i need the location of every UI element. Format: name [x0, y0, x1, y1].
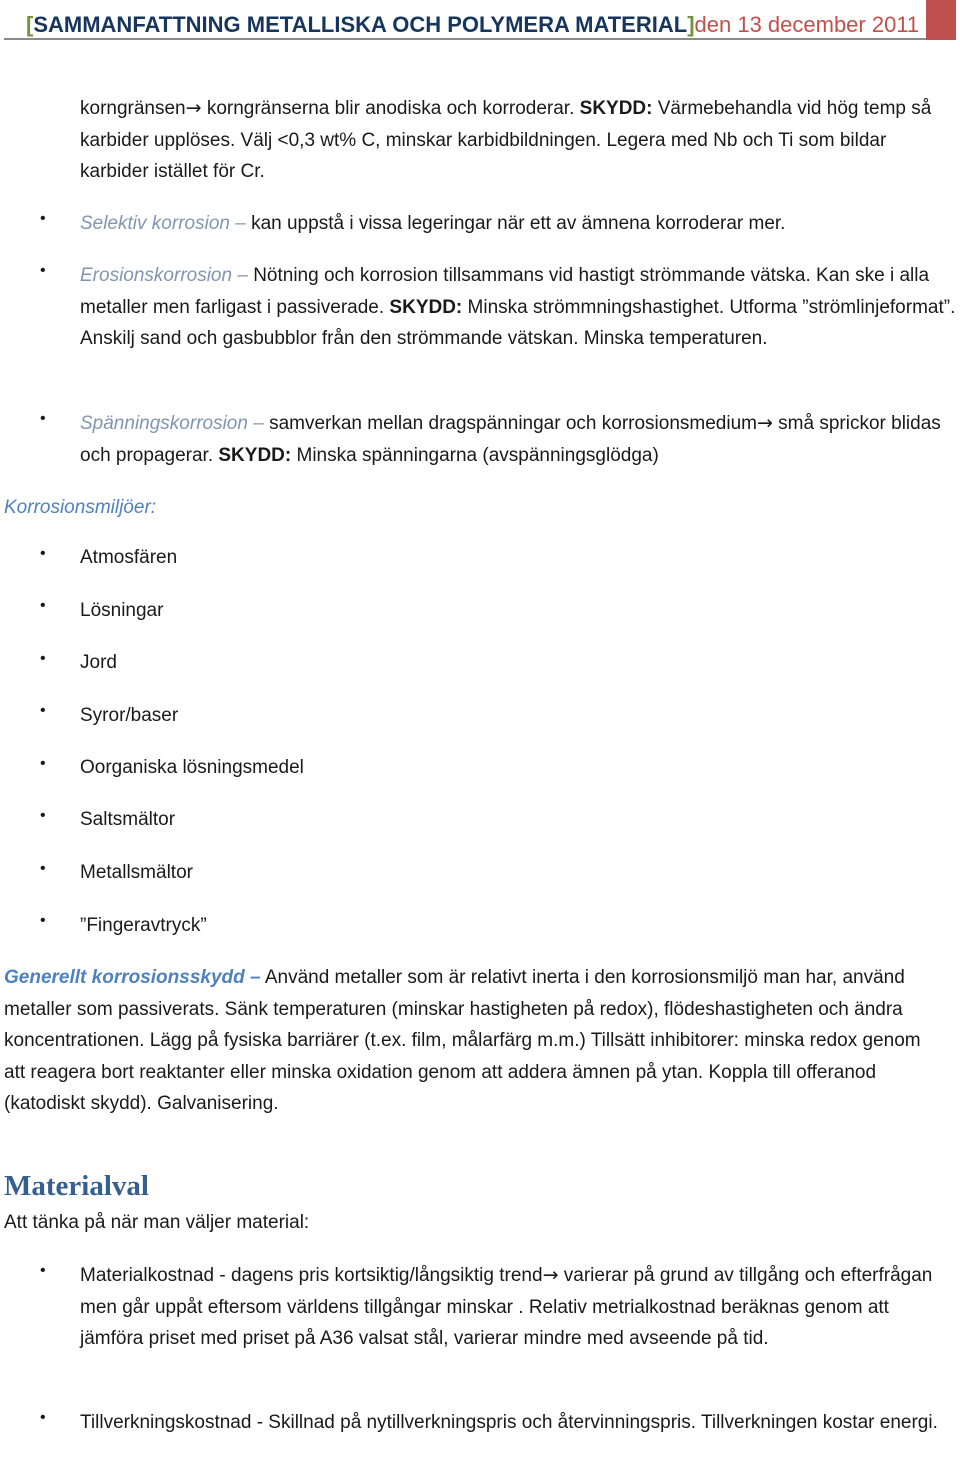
term-description: Nötning och korrosion tillsammans vid hastigt strömmande vätska. Kan ske i alla metaller men farligast i passiverade. — [80, 265, 930, 318]
term-label: Selektiv korrosion – — [80, 213, 246, 234]
skydd-description: Minska strömmningshastighet. Utforma ”strömlinjeformat”. Anskilj sand och gasbubblor från den strömmande vätskan. Minska temperaturen. — [80, 296, 956, 349]
bullet-icon: • — [40, 650, 46, 667]
term-description: samverkan mellan dragspänningar och korrosionsmedium — [263, 413, 757, 434]
list-item-selektiv — [80, 208, 956, 240]
bullet-icon: • — [40, 860, 46, 877]
skydd-description: Minska spänningarna (avspänningsglödga) — [291, 444, 659, 466]
list-item-materialkostnad — [80, 1260, 946, 1355]
environment-item: Atmosfären — [80, 547, 178, 568]
bullet-icon: • — [40, 1262, 46, 1279]
environments-heading: Korrosionsmiljöer: — [4, 497, 157, 518]
header-open-bracket: [ — [26, 12, 34, 37]
environment-item: Oorganiska lösningsmedel — [80, 757, 304, 778]
term-description: kan uppstå i vissa legeringar när ett av ämnena korroderar mer. — [245, 213, 786, 234]
document-date: den 13 december 2011 — [694, 12, 920, 37]
list-item-tillverkningskostnad: Tillverkningskostnad - Skillnad på nytillverkningspris och återvinningspris. Tillverkningen kostar energi. — [80, 1412, 938, 1433]
item-text-b: varierar på grund av tillgång och efterfrågan men går uppåt eftersom världens tillgångar minskar . Relativ metrialkostnad beräknas genom att jämföra priset med priset på A36 valsat stål, varierar mindre med avseende på tid. — [80, 1265, 933, 1349]
item-text-a: Materialkostnad - dagens pris kortsiktig/långsiktig trend — [80, 1265, 543, 1286]
environment-item: ”Fingeravtryck” — [80, 915, 207, 936]
environment-item: Saltsmältor — [80, 809, 176, 830]
term-description-cont: små sprickor blidas och propagerar. — [80, 413, 941, 466]
header-accent-tab — [926, 0, 956, 40]
environment-item: Jord — [80, 652, 117, 673]
bullet-icon: • — [40, 262, 46, 279]
intro-paragraph — [80, 93, 952, 188]
bullet-icon: • — [40, 1409, 46, 1426]
bullet-icon: • — [40, 755, 46, 772]
protection-text: Använd metaller som är relativt inerta i den korrosionsmiljö man har, använd metaller som passiverats. Sänk temperaturen (minskar hastigheten på redox), flödeshastigheten och ändra koncentrationen. Lägg på fysiska barriärer (t.ex. film, målarfärg m.m.) Tillsätt inhibitorer: minska redox genom att reagera bort reaktanter eller minska oxidation genom att addera ämnen på ytan. Koppla till offeranod (katodiskt skydd). Galvanisering. — [4, 967, 921, 1114]
skydd-label: SKYDD: — [579, 98, 653, 119]
bullet-icon: • — [40, 912, 46, 929]
list-item-spanning — [80, 408, 956, 471]
list-item-erosion — [80, 260, 956, 355]
bullet-icon: • — [40, 545, 46, 562]
term-label: Spänningskorrosion – — [80, 413, 264, 434]
protection-paragraph — [4, 962, 944, 1120]
term-label: Erosionskorrosion – — [80, 265, 248, 286]
intro-text-a: korngränsen — [80, 98, 186, 119]
arrow-icon: → — [542, 1264, 559, 1286]
arrow-icon: → — [185, 97, 202, 119]
skydd-label: SKYDD: — [218, 444, 292, 466]
page-header — [4, 8, 956, 40]
bullet-icon: • — [40, 807, 46, 824]
skydd-label: SKYDD: — [389, 296, 463, 318]
section-heading-materialval: Materialval — [4, 1170, 149, 1202]
environment-item: Syror/baser — [80, 705, 179, 726]
intro-text-c: Värmebehandla vid hög temp så karbider upplöses. Välj <0,3 wt% C, minskar karbidbildningen. Legera med Nb och Ti som bildar karbider istället för Cr. — [80, 98, 932, 182]
bullet-icon: • — [40, 210, 46, 227]
protection-heading: Generellt korrosionsskydd – — [4, 967, 261, 988]
document-title: SAMMANFATTNING METALLISKA OCH POLYMERA MATERIAL — [33, 12, 688, 37]
bullet-icon: • — [40, 702, 46, 719]
intro-text-b: korngränserna blir anodiska och korroderar. — [201, 98, 580, 119]
environment-item: Metallsmältor — [80, 862, 193, 883]
header-text — [26, 12, 919, 38]
materialval-intro: Att tänka på när man väljer material: — [4, 1212, 310, 1233]
bullet-icon: • — [40, 597, 46, 614]
header-close-bracket: ] — [687, 12, 695, 37]
arrow-icon: → — [756, 412, 773, 434]
environment-item: Lösningar — [80, 600, 164, 621]
bullet-icon: • — [40, 410, 46, 427]
